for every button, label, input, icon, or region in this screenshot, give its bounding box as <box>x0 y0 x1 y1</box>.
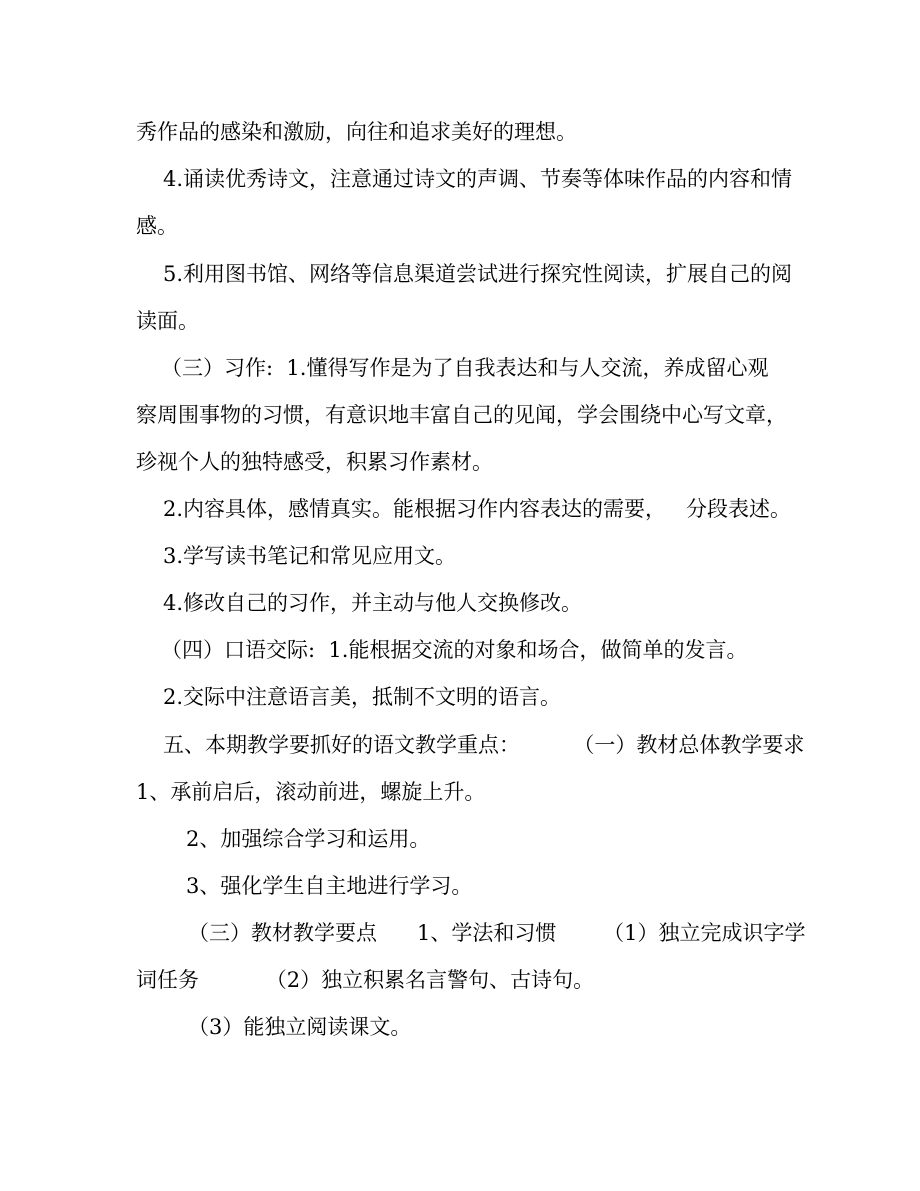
text-line: 2.内容具体，感情真实。能根据习作内容表达的需要， 分段表述。 <box>163 497 792 521</box>
text-line: 秀作品的感染和激励，向往和追求美好的理想。 <box>136 120 577 144</box>
text-line: 1、承前启后，滚动前进，螺旋上升。 <box>136 780 486 804</box>
text-line: 读面。 <box>136 309 199 333</box>
text-line: 4.修改自己的习作，并主动与他人交换修改。 <box>163 591 583 615</box>
text-line: （三）教材教学要点 1、学法和习惯 （1）独立完成识字学 <box>188 921 806 945</box>
text-line: （四）口语交际: 1.能根据交流的对象和场合，做简单的发言。 <box>161 638 748 662</box>
text-line: （3）能独立阅读课文。 <box>188 1015 412 1039</box>
text-line: 词任务 （2）独立积累名言警句、古诗句。 <box>136 968 595 992</box>
text-line: 2.交际中注意语言美，抵制不文明的语言。 <box>163 685 562 709</box>
text-line: 3、强化学生自主地进行学习。 <box>186 874 473 898</box>
text-line: 察周围事物的习惯，有意识地丰富自己的见闻，学会围绕中心写文章， <box>136 403 787 427</box>
text-line: 4.诵读优秀诗文，注意通过诗文的声调、节奏等体味作品的内容和情 <box>163 167 793 191</box>
text-line: 感。 <box>136 214 178 238</box>
text-line: 2、加强综合学习和运用。 <box>186 827 431 851</box>
text-line: （三）习作: 1.懂得写作是为了自我表达和与人交流，养成留心观 <box>161 356 769 380</box>
text-line: 3.学写读书笔记和常见应用文。 <box>163 544 457 568</box>
text-line: 珍视个人的独特感受，积累习作素材。 <box>136 450 493 474</box>
text-line: 五、本期教学要抓好的语文教学重点： （一）教材总体教学要求 <box>163 733 805 757</box>
text-line: 5.利用图书馆、网络等信息渠道尝试进行探究性阅读，扩展自己的阅 <box>163 262 793 286</box>
